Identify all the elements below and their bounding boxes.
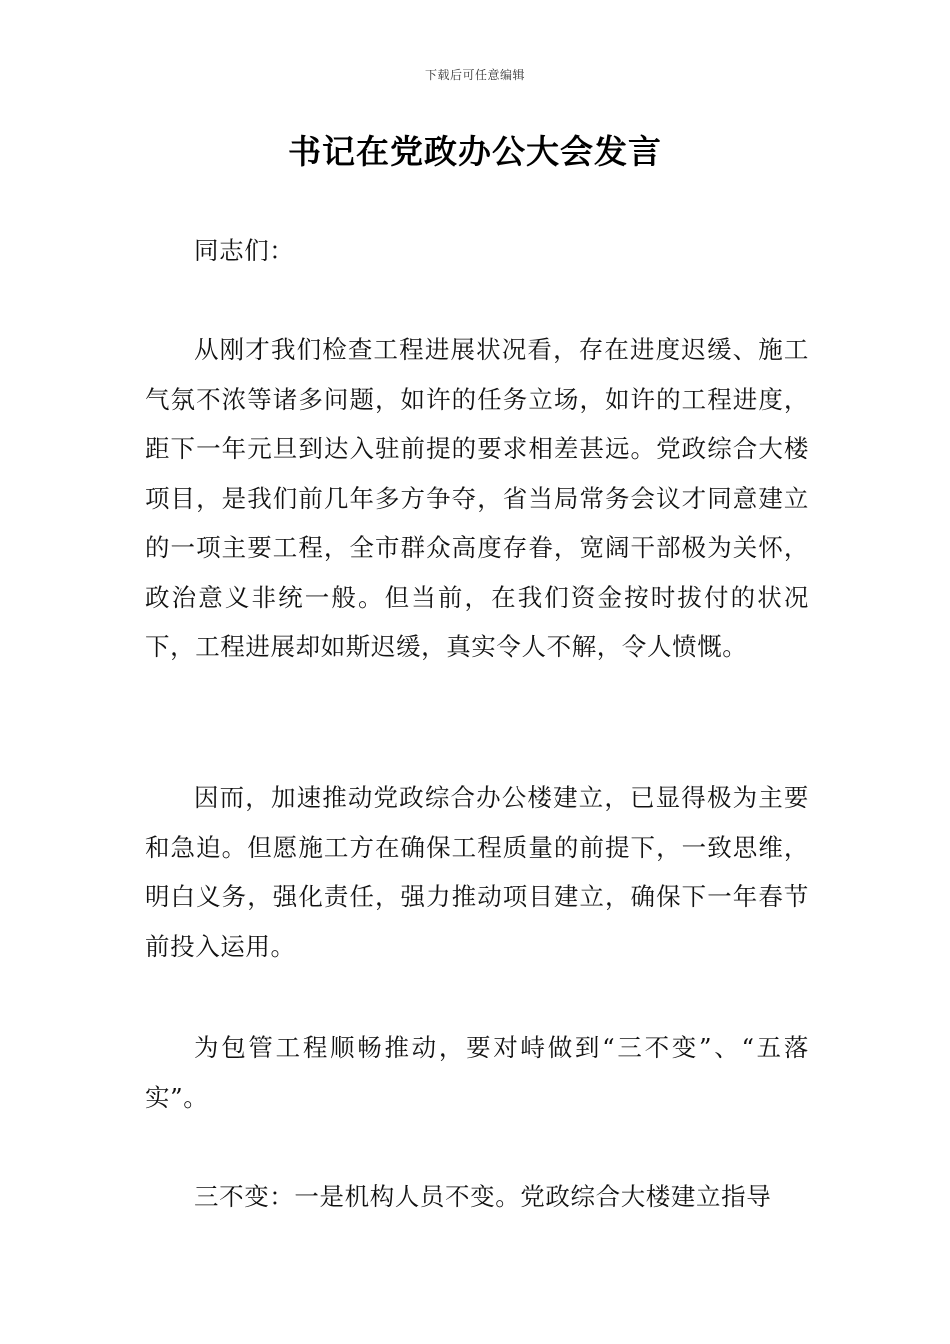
paragraph: 为包管工程顺畅推动，要对峙做到“三不变”、“五落实”。 [145, 1033, 809, 1112]
salutation: 同志们： [194, 236, 295, 265]
header-note: 下载后可任意编辑 [424, 68, 525, 82]
document-title: 书记在党政办公大会发言 [288, 132, 662, 171]
paragraph: 从刚才我们检查工程进展状况看，存在进度迟缓、施工气氛不浓等诸多问题，如许的任务立场，如许的工程进度，距下一年元旦到达入驻前提的要求相差甚远。党政综合大楼项目，是我们前几年多方争夺，省当局常务会议才同意建立的一项主要工程，全市群众高度存眷，宽阔干部极为关怀，政治意义非统一般。但当前，在我们资金按时拔付的状况下，工程进展却如斯迟缓，真实令人不解，令人愤慨。 [145, 335, 809, 661]
paragraph: 因而，加速推动党政综合办公楼建立，已显得极为主要和急迫。但愿施工方在确保工程质量的前提下，一致思维，明白义务，强化责任，强力推动项目建立，确保下一年春节前投入运用。 [145, 783, 809, 961]
paragraph: 三不变：一是机构人员不变。党政综合大楼建立指导 [194, 1182, 772, 1211]
